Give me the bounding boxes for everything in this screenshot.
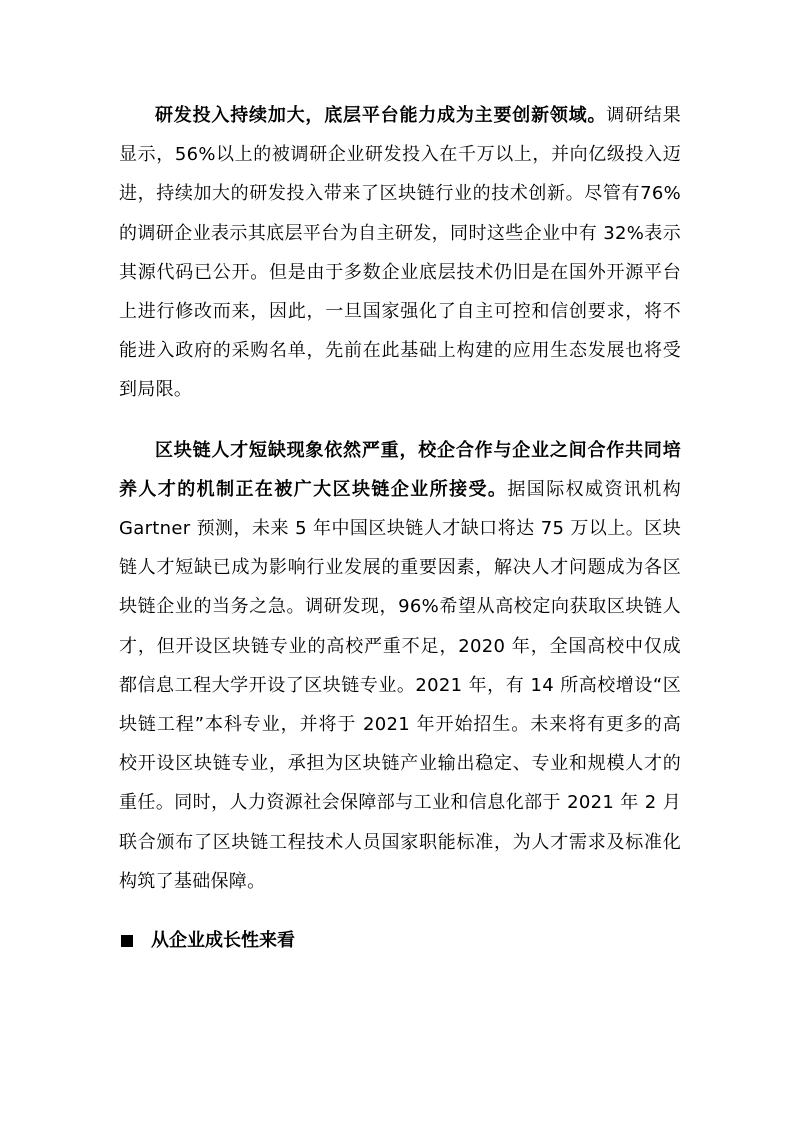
paragraph-lead: 研发投入持续加大，底层平台能力成为主要创新领域。	[155, 105, 607, 126]
paragraph-talent-shortage	[119, 431, 681, 901]
document-body	[119, 96, 681, 960]
section-heading	[119, 921, 681, 960]
paragraph-body: 调研结果显示，56%以上的被调研企业研发投入在千万以上，并向亿级投入迈进，持续加大的研发投入带来了区块链行业的技术创新。尽管有76%的调研企业表示其底层平台为自主研发，同时这些企业中有 32%表示其源代码已公开。但是由于多数企业底层技术仍旧是在国外开源平台上进行修改而来，因此，一旦国家强化了自主可控和信创要求，将不能进入政府的采购名单，先前在此基础上构建的应用生态发展也将受到局限。	[119, 105, 681, 401]
paragraph-rd-investment	[119, 96, 681, 410]
black-square-bullet-icon	[121, 935, 133, 947]
section-heading-label: 从企业成长性来看	[151, 930, 295, 952]
paragraph-body: 据国际权威资讯机构 Gartner 预测，未来 5 年中国区块链人才缺口将达 75 万以上。区块链人才短缺已成为影响行业发展的重要因素，解决人才问题成为各区块链企业的当务之急。调研发现，96%希望从高校定向获取区块链人才，但开设区块链专业的高校严重不足，2020 年，全国高校中仅成都信息工程大学开设了区块链专业。2021 年，有 14 所高校增设“区块链工程”本科专业，并将于 2021 年开始招生。未来将有更多的高校开设区块链专业，承担为区块链产业输出稳定、专业和规模人才的重任。同时，人力资源社会保障部与工业和信息化部于 2021 年 2 月联合颁布了区块链工程技术人员国家职能标准，为人才需求及标准化构筑了基础保障。	[119, 478, 682, 892]
paragraph-lead: 区块链人才短缺现象依然严重，校企合作与企业之间合作共同培养人才的机制正在被广大区块链企业所接受。	[119, 439, 681, 500]
